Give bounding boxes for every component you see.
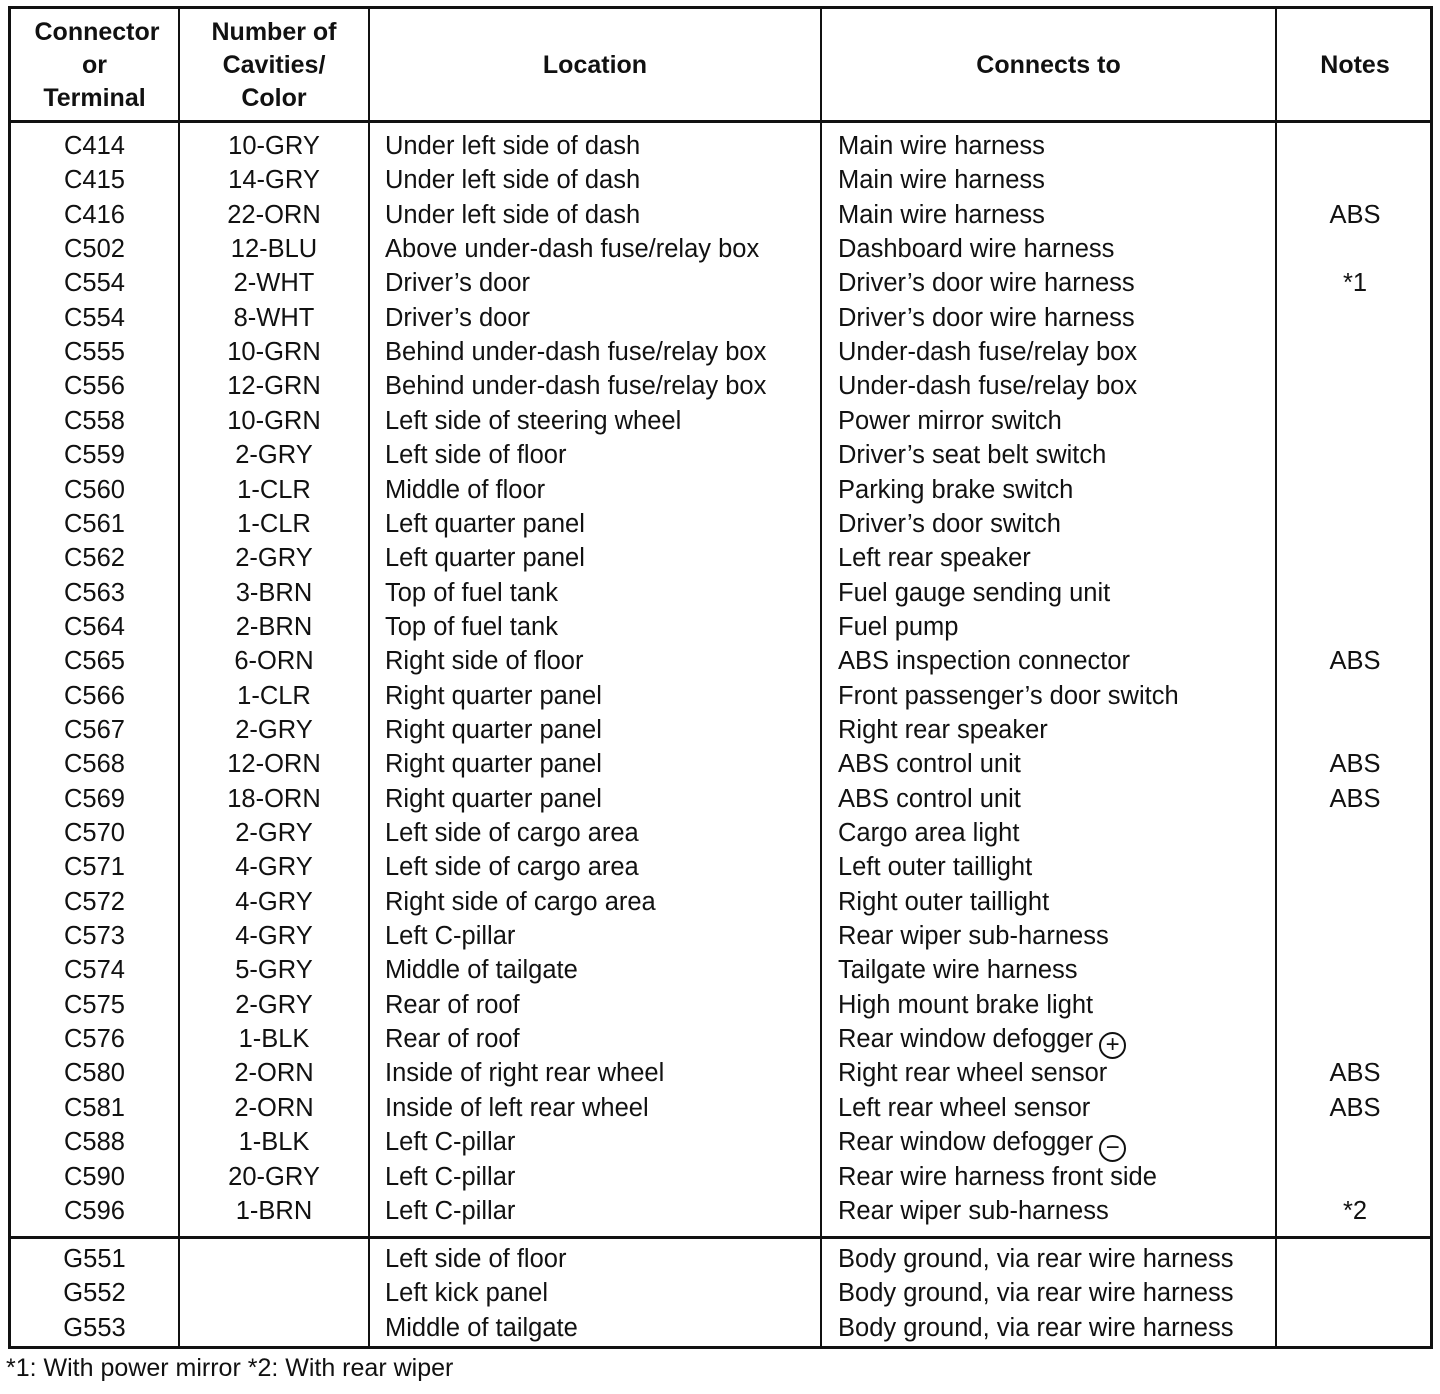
table-row	[11, 541, 1430, 575]
cell-connects-to: Left rear speaker	[838, 544, 1031, 573]
cell-location: Behind under-dash fuse/relay box	[385, 338, 767, 367]
cell-location: Inside of left rear wheel	[385, 1093, 649, 1122]
cell-location: Left side of floor	[385, 1245, 567, 1273]
cell-cavities: 4-GRY	[235, 887, 313, 916]
table-row	[11, 438, 1430, 472]
table-row	[11, 335, 1430, 369]
header-location: Location	[542, 50, 648, 79]
cell-location: Inside of right rear wheel	[385, 1059, 665, 1088]
table-row	[11, 782, 1430, 816]
table-row	[11, 473, 1430, 507]
cell-connector: C573	[64, 922, 125, 951]
cell-cavities: 10-GRY	[228, 132, 320, 160]
cell-connects-to: Driver’s door wire harness	[838, 303, 1135, 332]
cell-cavities: 4-GRY	[235, 922, 313, 951]
cell-connector: C574	[64, 956, 125, 985]
cell-connector: C559	[64, 441, 125, 470]
cell-cavities: 1-CLR	[237, 475, 311, 504]
cell-location: Above under-dash fuse/relay box	[385, 235, 760, 264]
cell-connects-to: Right rear speaker	[838, 715, 1048, 744]
table-row	[11, 885, 1430, 919]
cell-location: Right quarter panel	[385, 784, 602, 813]
cell-cavities: 5-GRY	[235, 956, 313, 985]
table-row	[11, 507, 1430, 541]
cell-connector: C590	[64, 1162, 125, 1191]
table-row	[11, 644, 1430, 678]
cell-location: Driver’s door	[385, 303, 531, 332]
table-row	[11, 163, 1430, 197]
cell-cavities: 2-GRY	[235, 441, 313, 470]
cell-location: Left side of floor	[385, 441, 567, 470]
cell-connector: C554	[64, 269, 125, 298]
cell-connector: C567	[64, 715, 125, 744]
cell-cavities: 2-GRY	[235, 819, 313, 847]
cell-connects-to: Rear wiper sub-harness	[838, 1196, 1109, 1225]
cell-cavities: 2-ORN	[234, 1093, 314, 1122]
cell-connector: C502	[64, 235, 125, 264]
cell-connects-to: Left outer taillight	[838, 853, 1033, 882]
table-row	[11, 1160, 1430, 1194]
cell-cavities: 3-BRN	[235, 578, 313, 607]
cell-location: Left side of cargo area	[385, 819, 639, 847]
cell-connector: C555	[64, 338, 125, 367]
cell-location: Right side of floor	[385, 647, 584, 676]
table-row	[11, 1091, 1430, 1125]
cell-connects-to: Fuel pump	[838, 612, 959, 641]
cell-connects-to: Driver’s door wire harness	[838, 269, 1135, 298]
cell-cavities: 8-WHT	[233, 303, 315, 332]
table-row	[11, 713, 1430, 747]
table-row	[11, 1125, 1430, 1162]
cell-location: Left C-pillar	[385, 1162, 516, 1191]
cell-connects-to: Rear window defogger −	[838, 1125, 1126, 1162]
cell-connects-to: Parking brake switch	[838, 475, 1074, 504]
cell-connects-to: Right rear wheel sensor	[838, 1059, 1108, 1088]
cell-cavities: 12-ORN	[227, 750, 321, 779]
table-row	[11, 816, 1430, 850]
cell-cavities: 4-GRY	[235, 853, 313, 882]
cell-notes: *2	[1342, 1196, 1368, 1225]
cell-connects-to: Main wire harness	[838, 166, 1045, 195]
cell-location: Behind under-dash fuse/relay box	[385, 372, 767, 401]
table-row	[11, 988, 1430, 1022]
cell-connector: C569	[64, 784, 125, 813]
table-row	[11, 610, 1430, 644]
cell-connector: C565	[64, 647, 125, 676]
cell-connector: C566	[64, 681, 125, 710]
cell-location: Right quarter panel	[385, 750, 602, 779]
ground-row	[11, 1242, 1430, 1276]
cell-location: Under left side of dash	[385, 166, 641, 195]
cell-connector: C561	[64, 509, 125, 538]
cell-connects-to: Rear wiper sub-harness	[838, 922, 1109, 951]
cell-location: Under left side of dash	[385, 132, 641, 160]
cell-connects-to: Main wire harness	[838, 132, 1045, 160]
cell-connects-to: Front passenger’s door switch	[838, 681, 1179, 710]
cell-location: Left C-pillar	[385, 1128, 516, 1157]
cell-location: Right quarter panel	[385, 681, 602, 710]
cell-connects-to: Tailgate wire harness	[838, 956, 1078, 985]
cell-location: Rear of roof	[385, 1025, 520, 1054]
cell-cavities: 22-ORN	[227, 200, 321, 229]
cell-connector: C416	[64, 200, 125, 229]
cell-connects-to: Under-dash fuse/relay box	[838, 372, 1138, 401]
cell-notes: ABS	[1329, 784, 1381, 813]
header-connects-to: Connects to	[976, 50, 1121, 79]
cell-location: Driver’s door	[385, 269, 531, 298]
cell-connects-to: ABS control unit	[838, 784, 1021, 813]
table-row	[11, 850, 1430, 884]
table-row	[11, 301, 1430, 335]
cell-connector: C415	[64, 166, 125, 195]
cell-location: Middle of tailgate	[385, 1313, 578, 1342]
cell-notes: *1	[1342, 269, 1368, 298]
cell-location: Left quarter panel	[385, 509, 585, 538]
cell-location: Left C-pillar	[385, 1196, 516, 1225]
cell-connector: C554	[64, 303, 125, 332]
cell-connects-to: Driver’s seat belt switch	[838, 441, 1107, 470]
cell-cavities: 6-ORN	[234, 647, 314, 676]
table-row	[11, 266, 1430, 300]
cell-connects-to: Cargo area light	[838, 819, 1020, 847]
cell-connects-to: Body ground, via rear wire harness	[838, 1279, 1234, 1308]
cell-connects-to: ABS control unit	[838, 750, 1021, 779]
cell-connector: C562	[64, 544, 125, 573]
cell-cavities: 10-GRN	[227, 338, 321, 367]
cell-location: Left kick panel	[385, 1279, 549, 1308]
cell-connects-to: Body ground, via rear wire harness	[838, 1245, 1234, 1273]
cell-connector: C588	[64, 1128, 125, 1157]
cell-location: Left side of cargo area	[385, 853, 639, 882]
table-row	[11, 1022, 1430, 1059]
cell-connector: G553	[63, 1313, 126, 1342]
header-connector: Connector or Terminal	[34, 17, 160, 112]
cell-notes: ABS	[1329, 1059, 1381, 1088]
cell-connector: G551	[63, 1245, 126, 1273]
table-row	[11, 198, 1430, 232]
cell-location: Left side of steering wheel	[385, 406, 682, 435]
cell-connector: C572	[64, 887, 125, 916]
cell-connects-to: Power mirror switch	[838, 406, 1062, 435]
cell-cavities: 1-CLR	[237, 509, 311, 538]
cell-cavities: 20-GRY	[228, 1162, 320, 1191]
table-row	[11, 369, 1430, 403]
cell-connector: C558	[64, 406, 125, 435]
connector-table	[8, 6, 1433, 1349]
cell-connector: C556	[64, 372, 125, 401]
cell-cavities: 12-BLU	[230, 235, 318, 264]
cell-connects-to: Rear window defogger +	[838, 1022, 1126, 1059]
cell-location: Middle of floor	[385, 475, 546, 504]
cell-connector: C570	[64, 819, 125, 847]
table-row	[11, 919, 1430, 953]
cell-cavities: 12-GRN	[227, 372, 321, 401]
table-row	[11, 576, 1430, 610]
ground-row	[11, 1276, 1430, 1310]
table-row	[11, 747, 1430, 781]
cell-cavities: 2-GRY	[235, 544, 313, 573]
cell-connects-to: Rear wire harness front side	[838, 1162, 1157, 1191]
cell-connector: C580	[64, 1059, 125, 1088]
cell-cavities: 2-ORN	[234, 1059, 314, 1088]
cell-location: Middle of tailgate	[385, 956, 578, 985]
cell-location: Left quarter panel	[385, 544, 585, 573]
cell-connector: C581	[64, 1093, 125, 1122]
cell-connector: C560	[64, 475, 125, 504]
table-row	[11, 232, 1430, 266]
minus-terminal-icon: −	[1099, 1135, 1126, 1162]
cell-cavities: 2-GRY	[235, 990, 313, 1019]
cell-connects-to: Fuel gauge sending unit	[838, 578, 1111, 607]
cell-notes: ABS	[1329, 647, 1381, 676]
cell-location: Under left side of dash	[385, 200, 641, 229]
cell-notes: ABS	[1329, 1093, 1381, 1122]
table-row	[11, 404, 1430, 438]
cell-connector: G552	[63, 1279, 126, 1308]
cell-location: Left C-pillar	[385, 922, 516, 951]
cell-cavities: 1-BLK	[238, 1025, 310, 1054]
plus-terminal-icon: +	[1099, 1032, 1126, 1059]
cell-connects-to: Under-dash fuse/relay box	[838, 338, 1138, 367]
cell-cavities: 18-ORN	[227, 784, 321, 813]
footnote: *1: With power mirror *2: With rear wiper	[6, 1354, 454, 1382]
header-cavities: Number of Cavities/ Color	[211, 17, 337, 112]
cell-cavities: 2-GRY	[235, 715, 313, 744]
cell-connects-to: Driver’s door switch	[838, 509, 1061, 538]
cell-cavities: 1-BRN	[235, 1196, 313, 1225]
table-row	[11, 679, 1430, 713]
cell-connects-to: Left rear wheel sensor	[838, 1093, 1091, 1122]
cell-connector: C576	[64, 1025, 125, 1054]
header-notes: Notes	[1320, 50, 1390, 79]
cell-location: Rear of roof	[385, 990, 520, 1019]
cell-cavities: 14-GRY	[228, 166, 320, 195]
cell-cavities: 1-CLR	[237, 681, 311, 710]
cell-notes: ABS	[1329, 750, 1381, 779]
cell-connector: C575	[64, 990, 125, 1019]
cell-connects-to: Right outer taillight	[838, 887, 1050, 916]
cell-cavities: 2-BRN	[235, 612, 313, 641]
cell-connects-to: Dashboard wire harness	[838, 235, 1115, 264]
table-row	[11, 1194, 1430, 1228]
cell-cavities: 2-WHT	[233, 269, 315, 298]
cell-location: Top of fuel tank	[385, 578, 558, 607]
cell-connector: C564	[64, 612, 125, 641]
cell-connects-to: Body ground, via rear wire harness	[838, 1313, 1234, 1342]
cell-location: Right quarter panel	[385, 715, 602, 744]
cell-cavities: 1-BLK	[238, 1128, 310, 1157]
cell-connects-to: Main wire harness	[838, 200, 1045, 229]
cell-connector: C596	[64, 1196, 125, 1225]
cell-location: Right side of cargo area	[385, 887, 656, 916]
ground-row	[11, 1311, 1430, 1345]
cell-location: Top of fuel tank	[385, 612, 558, 641]
table-row	[11, 953, 1430, 987]
cell-connector: C414	[64, 132, 125, 160]
cell-connector: C571	[64, 853, 125, 882]
cell-cavities: 10-GRN	[227, 406, 321, 435]
table-row	[11, 129, 1430, 163]
cell-connects-to: High mount brake light	[838, 990, 1094, 1019]
cell-connector: C568	[64, 750, 125, 779]
table-row	[11, 1056, 1430, 1090]
cell-connector: C563	[64, 578, 125, 607]
cell-notes: ABS	[1329, 200, 1381, 229]
cell-connects-to: ABS inspection connector	[838, 647, 1131, 676]
section-divider	[11, 1236, 1430, 1239]
